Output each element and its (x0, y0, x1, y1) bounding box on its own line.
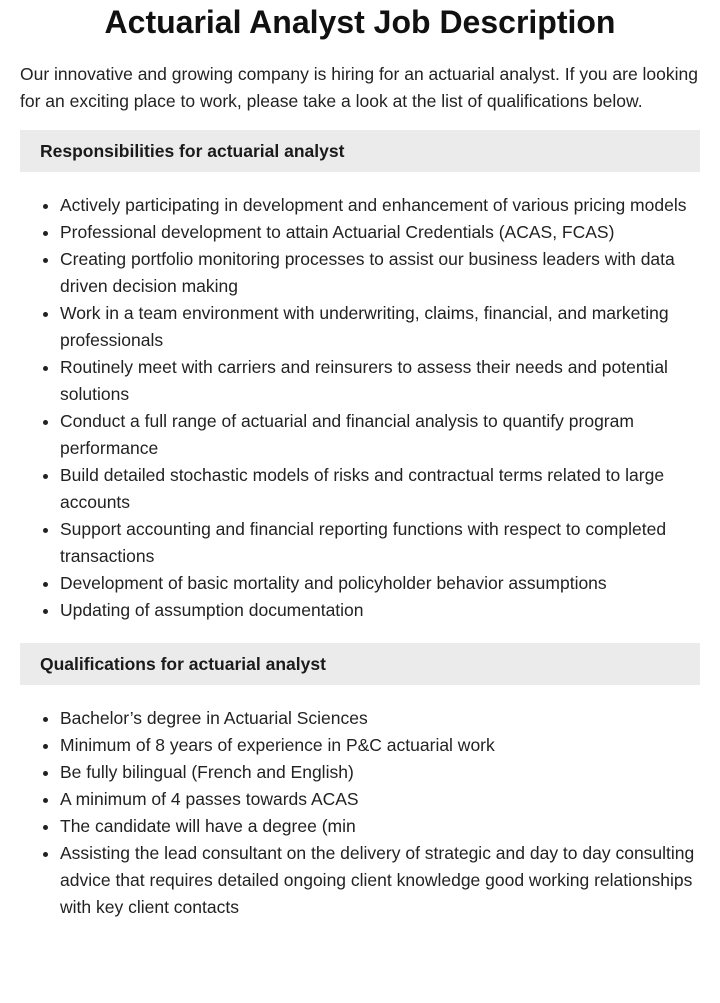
list-item: • Development of basic mortality and policyholder behavior assumptions (60, 570, 700, 597)
list-item: • Updating of assumption documentation (60, 597, 700, 624)
list-item: • Support accounting and financial reporting functions with respect to completed transactions (60, 516, 700, 570)
responsibilities-heading: Responsibilities for actuarial analyst (20, 130, 700, 172)
list-item: • Professional development to attain Actuarial Credentials (ACAS, FCAS) (60, 219, 700, 246)
list-item: • Be fully bilingual (French and English) (60, 759, 700, 786)
list-item: • Build detailed stochastic models of risks and contractual terms related to large accounts (60, 462, 700, 516)
list-item: • Routinely meet with carriers and reinsurers to assess their needs and potential solutions (60, 354, 700, 408)
list-item: • Work in a team environment with underwriting, claims, financial, and marketing professionals (60, 300, 700, 354)
qualifications-list (20, 705, 700, 921)
list-item: • Creating portfolio monitoring processes to assist our business leaders with data driven decision making (60, 246, 700, 300)
list-item: • Minimum of 8 years of experience in P&C actuarial work (60, 732, 700, 759)
list-item: • Assisting the lead consultant on the delivery of strategic and day to day consulting advice that requires detailed ongoing client knowledge good working relationships with key client contacts (60, 840, 700, 921)
page-title: Actuarial Analyst Job Description (104, 4, 616, 40)
responsibilities-list (20, 192, 700, 624)
list-item: • The candidate will have a degree (min (60, 813, 700, 840)
list-item: • Actively participating in development and enhancement of various pricing models (60, 192, 700, 219)
list-item: • A minimum of 4 passes towards ACAS (60, 786, 700, 813)
list-item: • Conduct a full range of actuarial and financial analysis to quantify program performance (60, 408, 700, 462)
list-item: • Bachelor’s degree in Actuarial Sciences (60, 705, 700, 732)
intro-paragraph: Our innovative and growing company is hiring for an actuarial analyst. If you are looking for an exciting place to work, please take a look at the list of qualifications below. (20, 64, 699, 111)
qualifications-heading: Qualifications for actuarial analyst (20, 643, 700, 685)
